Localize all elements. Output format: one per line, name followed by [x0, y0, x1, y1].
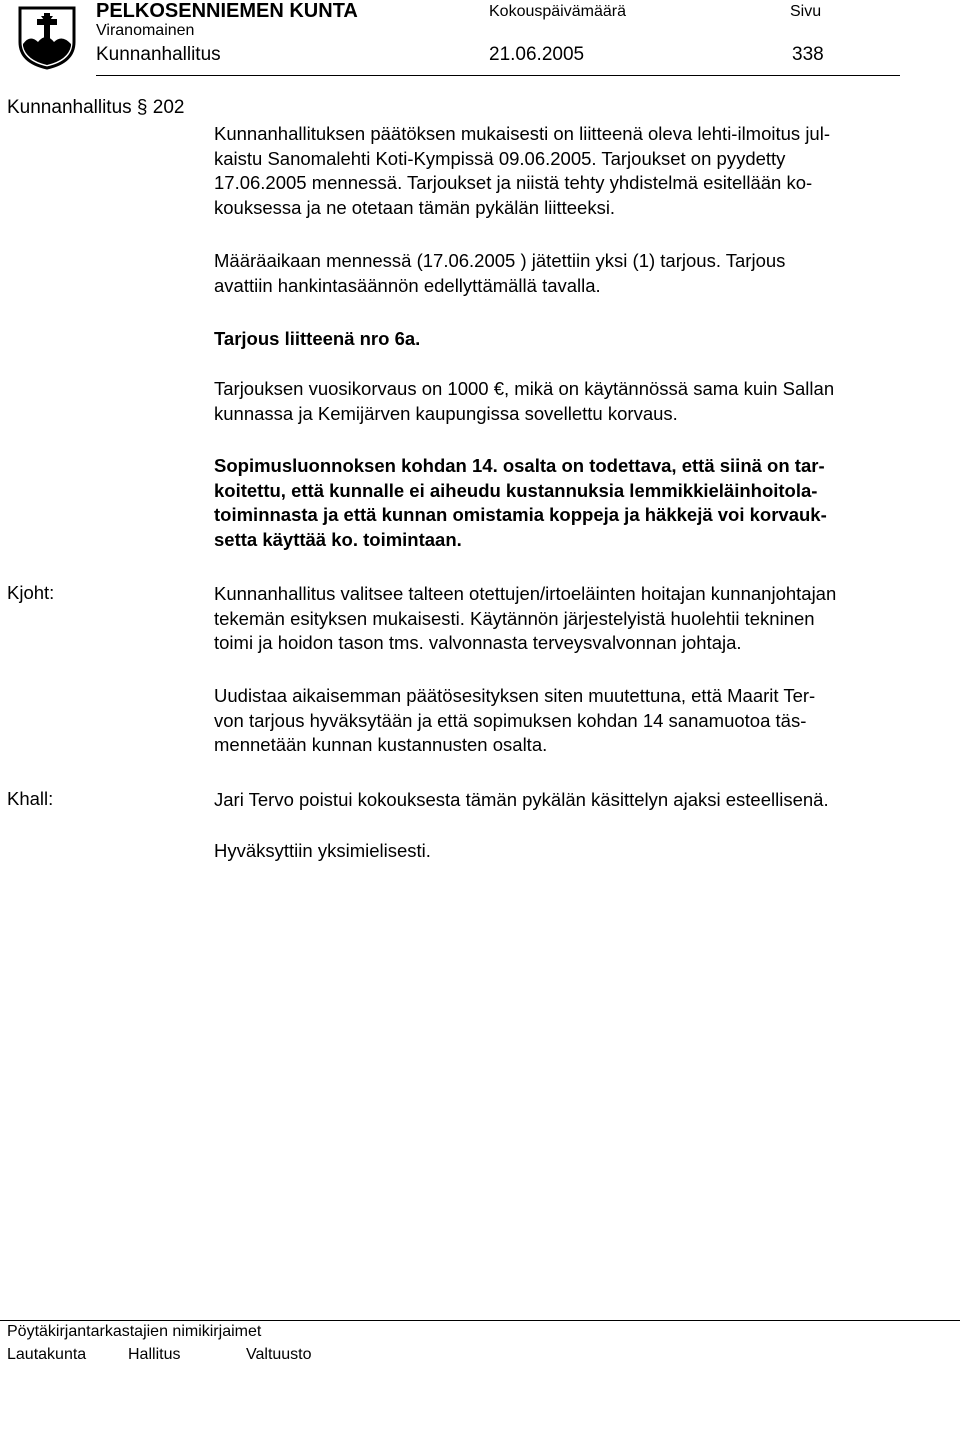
paragraph-contract-note	[214, 454, 960, 552]
page-number: 338	[792, 44, 824, 65]
paragraph-recusal	[214, 788, 960, 813]
paragraph-attachment	[214, 327, 960, 352]
paragraph-line: Tarjouksen vuosikorvaus on 1000 €, mikä on käytännössä sama kuin Sallan	[214, 378, 835, 399]
paragraph-line: tekemän esityksen mukaisesti. Käytännön järjestelyistä huolehtii tekninen	[214, 607, 815, 629]
paragraph-line: von tarjous hyväksytään ja että sopimuksen kohdan 14 sanamuotoa täs-	[214, 709, 807, 731]
paragraph-proposal	[214, 582, 960, 656]
khall-label: Khall:	[7, 788, 54, 809]
board-name: Kunnanhallitus	[96, 44, 221, 65]
paragraph-compensation	[214, 377, 960, 426]
paragraph-line: Määräaikaan mennessä (17.06.2005 ) jätettiin yksi (1) tarjous. Tarjous	[214, 250, 786, 271]
footer-column-valtuusto: Valtuusto	[246, 1346, 312, 1363]
paragraph-line: kouksessa ja ne otetaan tämän pykälän liitteeksi.	[214, 196, 616, 218]
paragraph-deadline	[214, 249, 960, 298]
organization-name: PELKOSENNIEMEN KUNTA	[96, 0, 358, 22]
footer-divider	[0, 1320, 960, 1321]
paragraph-line: toimi ja hoidon tason tms. valvonnasta terveysvalvonnan johtaja.	[214, 632, 742, 653]
paragraph-line: toiminnasta ja että kunnan omistamia koppeja ja häkkejä voi korvauk-	[214, 504, 827, 525]
page-label: Sivu	[790, 3, 822, 20]
document-subtitle: Viranomainen	[96, 22, 195, 39]
paragraph-line: Hyväksyttiin yksimielisesti.	[214, 840, 431, 861]
section-title: Kunnanhallitus § 202	[7, 97, 185, 118]
paragraph-decision	[214, 839, 960, 864]
paragraph-line: Kunnanhallitus valitsee talteen otettujen/irtoeläinten hoitajan kunnanjohtajan	[214, 583, 837, 604]
paragraph-line: mennetään kunnan kustannusten osalta.	[214, 734, 548, 755]
paragraph-line: Jari Tervo poistui kokouksesta tämän pykälän käsittelyn ajaksi esteellisenä.	[214, 789, 829, 810]
paragraph-line: 17.06.2005 mennessä. Tarjoukset ja niistä tehty yhdistelmä esitellään ko-	[214, 172, 813, 193]
kjoht-label: Kjoht:	[7, 582, 55, 603]
paragraph-line: Kunnanhallituksen päätöksen mukaisesti on liitteenä oleva lehti-ilmoitus jul-	[214, 123, 830, 144]
paragraph-line: Tarjous liitteenä nro 6a.	[214, 328, 421, 349]
footer-column-hallitus: Hallitus	[128, 1346, 181, 1363]
paragraph-background	[214, 122, 960, 220]
header-divider	[96, 75, 900, 76]
meeting-date: 21.06.2005	[489, 44, 585, 65]
footer-column-lautakunta: Lautakunta	[7, 1346, 87, 1363]
paragraph-line: Uudistaa aikaisemman päätösesityksen siten muutettuna, että Maarit Ter-	[214, 685, 816, 706]
paragraph-line: setta käyttää ko. toimintaan.	[214, 528, 462, 550]
paragraph-line: koitettu, että kunnalle ei aiheudu kustannuksia lemmikkieläinhoitola-	[214, 479, 818, 501]
meeting-date-label: Kokouspäivämäärä	[489, 3, 626, 20]
paragraph-amended-proposal	[214, 684, 960, 758]
paragraph-line: kaistu Sanomalehti Koti-Kympissä 09.06.2005. Tarjoukset on pyydetty	[214, 147, 786, 169]
coat-of-arms-icon	[18, 6, 76, 70]
paragraph-line: avattiin hankintasäännön edellyttämällä tavalla.	[214, 274, 601, 296]
paragraph-line: Sopimusluonnoksen kohdan 14. osalta on todettava, että siinä on tar-	[214, 455, 825, 476]
footer-title: Pöytäkirjantarkastajien nimikirjaimet	[7, 1323, 262, 1340]
paragraph-line: kunnassa ja Kemijärven kaupungissa sovellettu korvaus.	[214, 402, 678, 424]
